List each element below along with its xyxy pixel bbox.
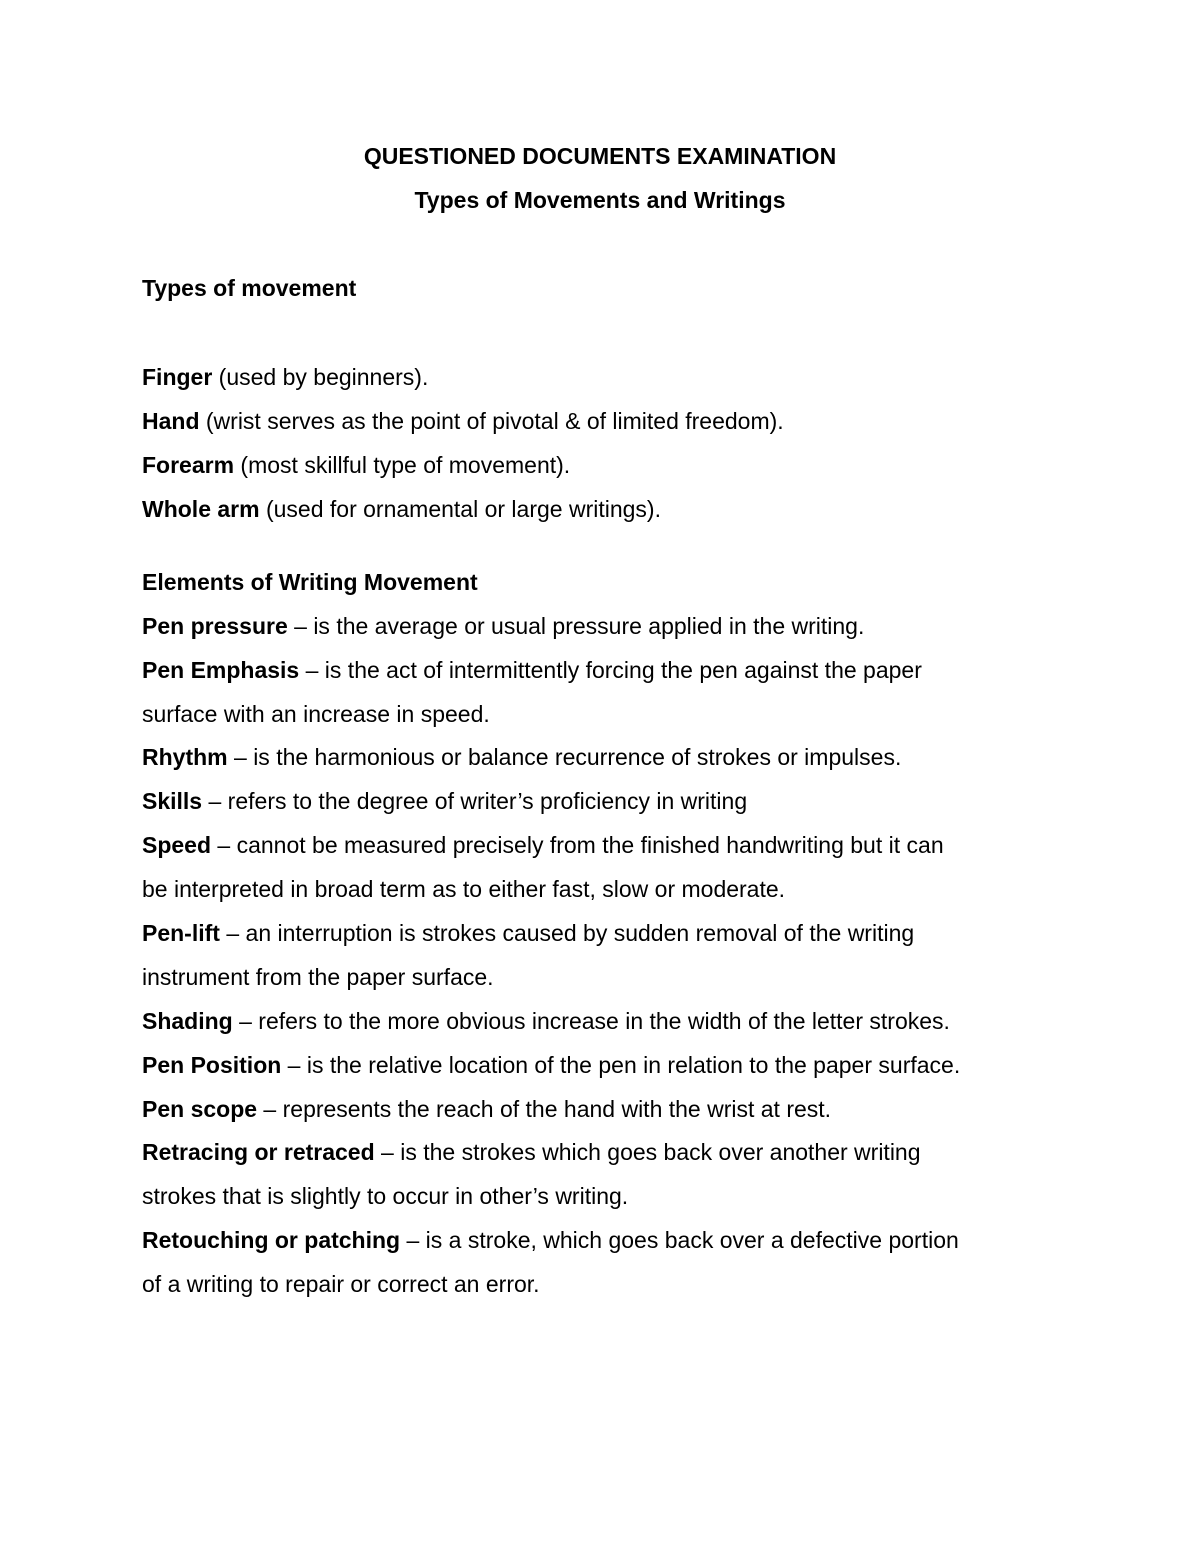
description: – cannot be measured precisely from the finished handwriting but it can [211, 832, 944, 858]
element-item-pen-emphasis-continued: surface with an increase in speed. [142, 701, 490, 727]
element-item-skills [142, 786, 747, 816]
description: (most skillful type of movement). [234, 452, 571, 478]
section-heading-types-of-movement: Types of movement [142, 275, 357, 301]
term: Hand [142, 408, 200, 434]
description: – is the act of intermittently forcing the pen against the paper [299, 657, 922, 683]
element-item-pen-lift [142, 918, 914, 948]
section-heading-elements-of-writing-movement: Elements of Writing Movement [142, 569, 478, 595]
element-item-pen-position [142, 1050, 960, 1080]
element-item-pen-pressure [142, 611, 864, 641]
term: Pen Position [142, 1052, 282, 1078]
term: Pen-lift [142, 920, 220, 946]
description: – is a stroke, which goes back over a defective portion [400, 1227, 959, 1253]
movement-item-whole-arm [142, 494, 661, 524]
term: Forearm [142, 452, 235, 478]
element-item-speed [142, 830, 944, 860]
element-item-retracing [142, 1137, 921, 1167]
movement-item-hand [142, 406, 784, 436]
description: – is the harmonious or balance recurrence of strokes or impulses. [227, 744, 902, 770]
element-item-speed-continued: be interpreted in broad term as to either fast, slow or moderate. [142, 876, 786, 902]
description: – represents the reach of the hand with the wrist at rest. [257, 1096, 832, 1122]
description: – is the relative location of the pen in relation to the paper surface. [281, 1052, 961, 1078]
element-item-pen-lift-continued: instrument from the paper surface. [142, 964, 494, 990]
term: Pen pressure [142, 613, 288, 639]
description: – refers to the degree of writer’s proficiency in writing [202, 788, 748, 814]
description: (used for ornamental or large writings). [259, 496, 661, 522]
term: Pen Emphasis [142, 657, 300, 683]
element-item-pen-emphasis [142, 655, 922, 685]
document-title: QUESTIONED DOCUMENTS EXAMINATION [363, 143, 837, 169]
element-item-retracing-continued: strokes that is slightly to occur in other’s writing. [142, 1183, 629, 1209]
description: – is the average or usual pressure applied in the writing. [287, 613, 865, 639]
term: Pen scope [142, 1096, 258, 1122]
term: Skills [142, 788, 203, 814]
description: – is the strokes which goes back over another writing [374, 1139, 921, 1165]
description: – an interruption is strokes caused by sudden removal of the writing [219, 920, 915, 946]
description: – refers to the more obvious increase in the width of the letter strokes. [232, 1008, 950, 1034]
term: Whole arm [142, 496, 260, 522]
movement-item-forearm [142, 450, 570, 480]
term: Retracing or retraced [142, 1139, 375, 1165]
term: Retouching or patching [142, 1227, 401, 1253]
description: (wrist serves as the point of pivotal & of limited freedom). [199, 408, 784, 434]
description: (used by beginners). [212, 364, 429, 390]
term: Speed [142, 832, 212, 858]
element-item-pen-scope [142, 1094, 831, 1124]
document-subtitle: Types of Movements and Writings [414, 187, 786, 213]
element-item-shading [142, 1006, 950, 1036]
element-item-rhythm [142, 742, 901, 772]
element-item-retouching [142, 1225, 959, 1255]
movement-item-finger [142, 362, 428, 392]
term: Rhythm [142, 744, 228, 770]
element-item-retouching-continued: of a writing to repair or correct an error. [142, 1271, 540, 1297]
term: Shading [142, 1008, 233, 1034]
term: Finger [142, 364, 213, 390]
